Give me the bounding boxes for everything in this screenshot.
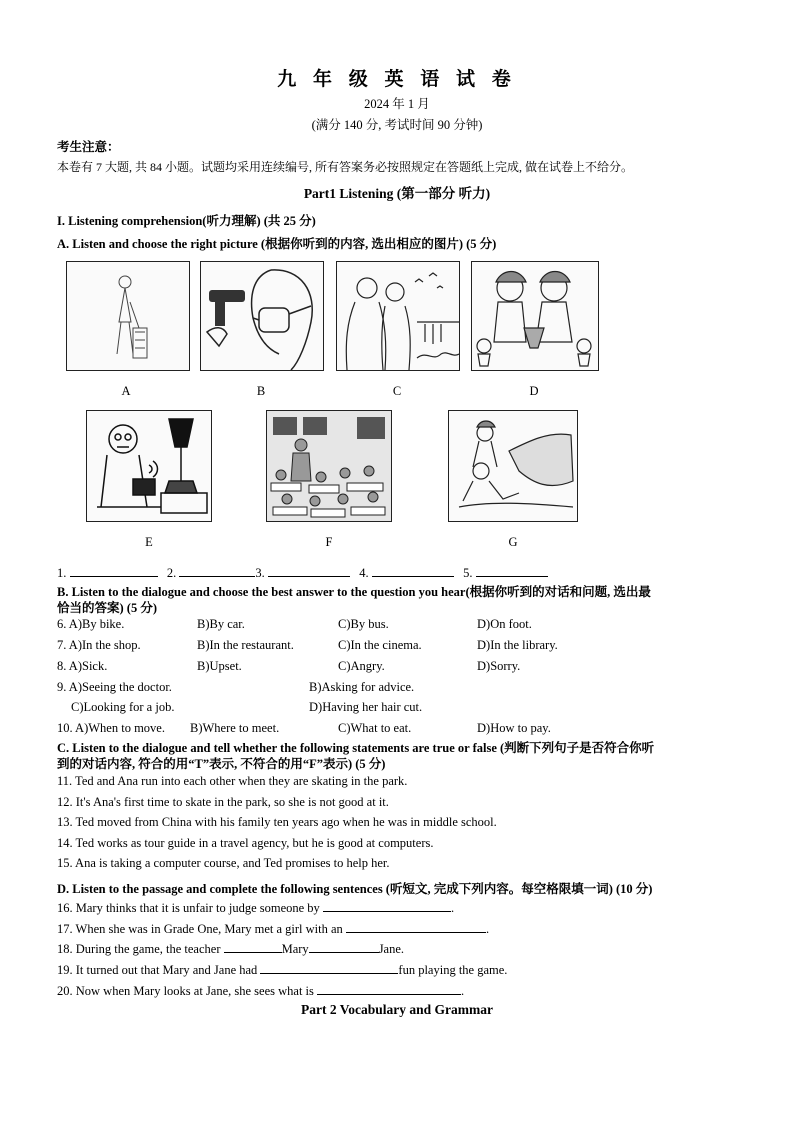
sentence-20 bbox=[57, 982, 464, 999]
picture-f-label: F bbox=[325, 535, 333, 549]
picture-a-label: A bbox=[121, 384, 131, 398]
q10-option-d: D)How to pay. bbox=[477, 721, 551, 735]
q9-option-a: 9. A)Seeing the doctor. bbox=[57, 680, 172, 694]
sentence-16 bbox=[57, 899, 454, 916]
sentence-18-blank-2[interactable] bbox=[309, 940, 379, 953]
sentence-18 bbox=[57, 940, 404, 957]
answer-blank-5[interactable] bbox=[476, 564, 548, 577]
kids-planting-icon bbox=[472, 262, 598, 370]
boy-with-laptop-icon bbox=[87, 411, 211, 521]
q6-option-b: B)By car. bbox=[197, 617, 245, 631]
sentence-16-blank[interactable] bbox=[323, 899, 451, 912]
q8-option-d: D)Sorry. bbox=[477, 659, 521, 673]
girl-with-luggage-icon bbox=[67, 262, 189, 370]
q6-option-a: 6. A)By bike. bbox=[57, 617, 125, 631]
exam-score-time: (满分 140 分, 考试时间 90 分钟) bbox=[311, 118, 483, 132]
exam-date: 2024 年 1 月 bbox=[364, 97, 430, 111]
answer-blank-3[interactable] bbox=[268, 564, 350, 577]
sentence-18-end: Jane. bbox=[378, 942, 405, 956]
q7-option-c: C)In the cinema. bbox=[338, 638, 422, 652]
answer-blank-4[interactable] bbox=[372, 564, 454, 577]
sentence-17-blank[interactable] bbox=[346, 920, 486, 933]
sentence-16-end: . bbox=[450, 901, 455, 915]
q6-option-d: D)On foot. bbox=[477, 617, 532, 631]
answer-blank-1[interactable] bbox=[70, 564, 158, 577]
sentence-19 bbox=[57, 961, 507, 978]
q9-option-b: B)Asking for advice. bbox=[309, 680, 415, 694]
picture-c-label: C bbox=[392, 384, 402, 398]
classroom-icon bbox=[267, 411, 391, 521]
sentence-17-text: 17. When she was in Grade One, Mary met a girl with an bbox=[57, 922, 343, 936]
sentence-19-end: fun playing the game. bbox=[398, 963, 508, 977]
answer-blank-2[interactable] bbox=[179, 564, 255, 577]
sentence-18-text: 18. During the game, the teacher bbox=[57, 942, 221, 956]
answer-num: 5. bbox=[463, 566, 473, 580]
statement-14: 14. Ted works as tour guide in a travel agency, but he is good at computers. bbox=[57, 836, 434, 850]
picture-g bbox=[448, 410, 578, 522]
section-c-heading-2: 到的对话内容, 符合的用“T”表示, 不符合的用“F”表示) (5 分) bbox=[57, 757, 386, 771]
sentence-20-end: . bbox=[461, 984, 465, 998]
notice-heading: 考生注意： bbox=[57, 140, 120, 154]
section-a-heading: A. Listen and choose the right picture (根据你听到的内容, 选出相应的图片) (5 分) bbox=[57, 237, 497, 251]
notice-text: 本卷有 7 大题, 共 84 小题。试题均采用连续编号, 所有答案务必按照规定在答题纸上完成, 做在试卷上不给分。 bbox=[57, 160, 634, 174]
sentence-18-blank-1[interactable] bbox=[224, 940, 282, 953]
answer-num: 3. bbox=[255, 566, 265, 580]
sentence-17 bbox=[57, 920, 489, 937]
exam-title: 九 年 级 英 语 试 卷 bbox=[277, 69, 517, 90]
answer-num: 1. bbox=[57, 566, 67, 580]
statement-12: 12. It's Ana's first time to skate in the park, so she is not good at it. bbox=[57, 795, 389, 809]
q6-option-c: C)By bus. bbox=[338, 617, 389, 631]
q8-option-c: C)Angry. bbox=[338, 659, 385, 673]
part2-title: Part 2 Vocabulary and Grammar bbox=[301, 1002, 493, 1017]
answer-num: 4. bbox=[359, 566, 369, 580]
picture-d bbox=[471, 261, 599, 371]
q8-option-a: 8. A)Sick. bbox=[57, 659, 108, 673]
answer-num: 2. bbox=[166, 566, 177, 580]
picture-b bbox=[200, 261, 324, 371]
section-c-heading-1: C. Listen to the dialogue and tell whether the following statements are true or false (判断下列句子是否符合你听 bbox=[57, 741, 655, 755]
statement-15: 15. Ana is taking a computer course, and Ted promises to help her. bbox=[57, 856, 390, 870]
section-1-heading: I. Listening comprehension(听力理解) (共 25 分) bbox=[57, 214, 316, 228]
people-at-seaside-icon bbox=[337, 262, 459, 370]
q9-option-d: D)Having her hair cut. bbox=[309, 700, 423, 714]
q9-option-c: C)Looking for a job. bbox=[71, 700, 175, 714]
q10-option-c: C)What to eat. bbox=[338, 721, 412, 735]
picture-c bbox=[336, 261, 460, 371]
q10-option-b: B)Where to meet. bbox=[190, 721, 280, 735]
picture-e bbox=[86, 410, 212, 522]
boys-playing-icon bbox=[449, 411, 577, 521]
statement-13: 13. Ted moved from China with his family ten years ago when he was in middle school. bbox=[57, 815, 497, 829]
statement-11: 11. Ted and Ana run into each other when they are skating in the park. bbox=[57, 774, 408, 788]
q7-option-a: 7. A)In the shop. bbox=[57, 638, 141, 652]
sentence-20-text: 20. Now when Mary looks at Jane, she sees what is bbox=[57, 984, 314, 998]
temperature-check-icon bbox=[201, 262, 323, 370]
section-d-heading: D. Listen to the passage and complete the following sentences (听短文, 完成下列内容。每空格限填一词) (10 分) bbox=[57, 882, 653, 896]
section-b-heading-1: B. Listen to the dialogue and choose the best answer to the question you hear(根据你听到的对话和问题, 选出最 bbox=[57, 585, 651, 599]
picture-f bbox=[266, 410, 392, 522]
picture-e-label: E bbox=[145, 535, 153, 549]
picture-a bbox=[66, 261, 190, 371]
part1-title: Part1 Listening (第一部分 听力) bbox=[303, 186, 491, 201]
picture-d-label: D bbox=[529, 384, 539, 398]
q7-option-b: B)In the restaurant. bbox=[197, 638, 294, 652]
sentence-19-text: 19. It turned out that Mary and Jane had bbox=[57, 963, 258, 977]
picture-g-label: G bbox=[508, 535, 518, 549]
q8-option-b: B)Upset. bbox=[197, 659, 242, 673]
sentence-16-text: 16. Mary thinks that it is unfair to judge someone by bbox=[57, 901, 320, 915]
sentence-19-blank[interactable] bbox=[260, 961, 398, 974]
picture-b-label: B bbox=[256, 384, 266, 398]
section-a-answer-line bbox=[57, 564, 548, 581]
sentence-17-end: . bbox=[485, 922, 490, 936]
sentence-20-blank[interactable] bbox=[317, 982, 461, 995]
q10-option-a: 10. A)When to move. bbox=[57, 721, 165, 735]
sentence-18-mid: Mary bbox=[281, 942, 309, 956]
q7-option-d: D)In the library. bbox=[477, 638, 558, 652]
section-b-heading-2: 恰当的答案) (5 分) bbox=[57, 601, 157, 615]
